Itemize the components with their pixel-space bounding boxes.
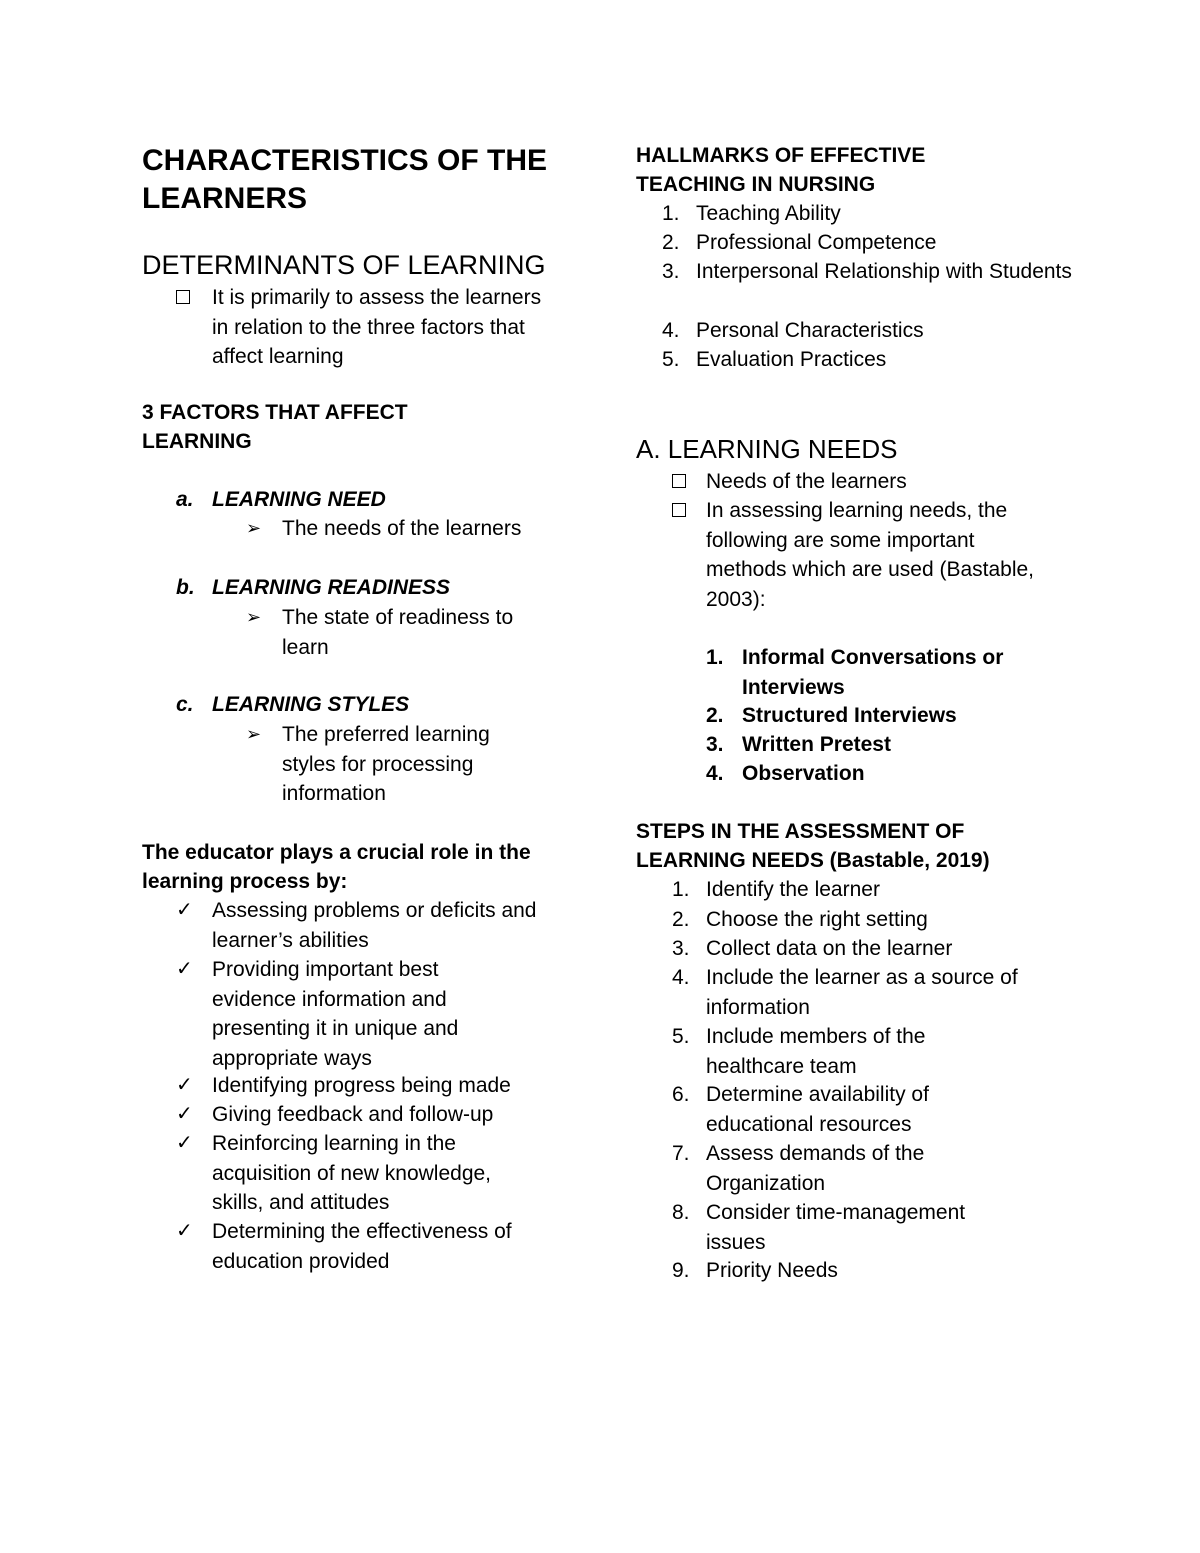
checkbox-icon [176,290,190,304]
hallmark-item: 2. Professional Competence [662,231,937,254]
educator-heading: The educator plays a crucial role in the learning process by: [142,841,531,893]
step-item: 6. Determine availability of educational resources [672,1083,929,1136]
hallmarks-heading-line1: HALLMARKS OF EFFECTIVE [636,144,926,167]
steps-heading-line2: LEARNING NEEDS (Bastable, 2019) [636,849,990,872]
step-item: 2. Choose the right setting [672,908,928,931]
arrow-bullet-icon: ➢ [246,724,262,744]
method-item: 4. Observation [706,762,865,785]
step-item: 8. Consider time-management issues [672,1201,966,1254]
hallmark-item: 5. Evaluation Practices [662,348,887,371]
factor-letter: c. [176,693,194,716]
step-item: 3. Collect data on the learner [672,937,953,960]
checkmark-icon: ✓ [176,899,193,921]
checkbox-icon [672,474,686,488]
steps-heading-line1: STEPS IN THE ASSESSMENT OF [636,820,965,843]
educator-item: ✓ Assessing problems or deficits and learner’s abilities [176,896,566,955]
page-title-line2: LEARNERS [142,182,308,215]
learning-needs-heading: A. LEARNING NEEDS [636,434,898,464]
educator-item: ✓ Reinforcing learning in the acquisition of new knowledge, skills, and attitudes [176,1129,536,1218]
factor-item [176,573,576,603]
step-item: 7. Assess demands of the Organization [672,1142,925,1195]
step-item: 5. Include members of the healthcare team [672,1025,926,1078]
learning-needs-bullet: Needs of the learners [672,467,1062,497]
hallmarks-heading-line2: TEACHING IN NURSING [636,173,876,196]
factor-title: LEARNING NEED [212,488,386,511]
step-item: 9. Priority Needs [672,1259,838,1282]
hallmark-item: 4. Personal Characteristics [662,319,924,342]
method-item: 1. Informal Conversations or Interviews [706,646,1004,699]
factors-heading-line2: LEARNING [142,430,252,453]
factor-item [176,690,576,720]
checkmark-icon: ✓ [176,1074,193,1096]
checkmark-icon: ✓ [176,1220,193,1242]
method-item: 3. Written Pretest [706,733,891,756]
arrow-bullet-icon: ➢ [246,607,262,627]
determinants-heading: DETERMINANTS OF LEARNING [142,250,546,280]
checkmark-icon: ✓ [176,1132,193,1154]
factor-desc: ➢ The preferred learning styles for processing information [246,720,526,809]
checkmark-icon: ✓ [176,958,193,980]
step-item: 1. Identify the learner [672,878,880,901]
determinants-bullet-text: It is primarily to assess the learners in relation to the three factors that affect learning [212,286,542,368]
factor-title: LEARNING STYLES [212,693,410,716]
determinants-bullet [176,283,546,372]
learning-needs-bullet: In assessing learning needs, the following are some important methods which are used (Bastable, 2003): [672,496,1058,614]
method-item: 2. Structured Interviews [706,704,957,727]
checkbox-icon [672,503,686,517]
arrow-bullet-icon: ➢ [246,518,262,538]
educator-item: ✓ Giving feedback and follow-up [176,1100,596,1130]
factor-letter: b. [176,576,195,599]
step-item: 4. Include the learner as a source of information [672,966,1018,1019]
factor-title: LEARNING READINESS [212,576,451,599]
educator-item: ✓ Identifying progress being made [176,1071,596,1101]
educator-item: ✓ Providing important best evidence information and presenting it in unique and appropriate ways [176,955,486,1073]
factor-item [176,485,576,515]
educator-item: ✓ Determining the effectiveness of education provided [176,1217,566,1276]
factors-heading-line1: 3 FACTORS THAT AFFECT [142,401,408,424]
factor-desc: ➢ The state of readiness to learn [246,603,546,662]
hallmark-item: 1. Teaching Ability [662,202,841,225]
page-title-line1: CHARACTERISTICS OF THE [142,144,547,177]
checkmark-icon: ✓ [176,1103,193,1125]
hallmark-item: 3. Interpersonal Relationship with Students [662,260,1072,283]
factor-desc: ➢ The needs of the learners [246,514,566,544]
factor-letter: a. [176,488,194,511]
